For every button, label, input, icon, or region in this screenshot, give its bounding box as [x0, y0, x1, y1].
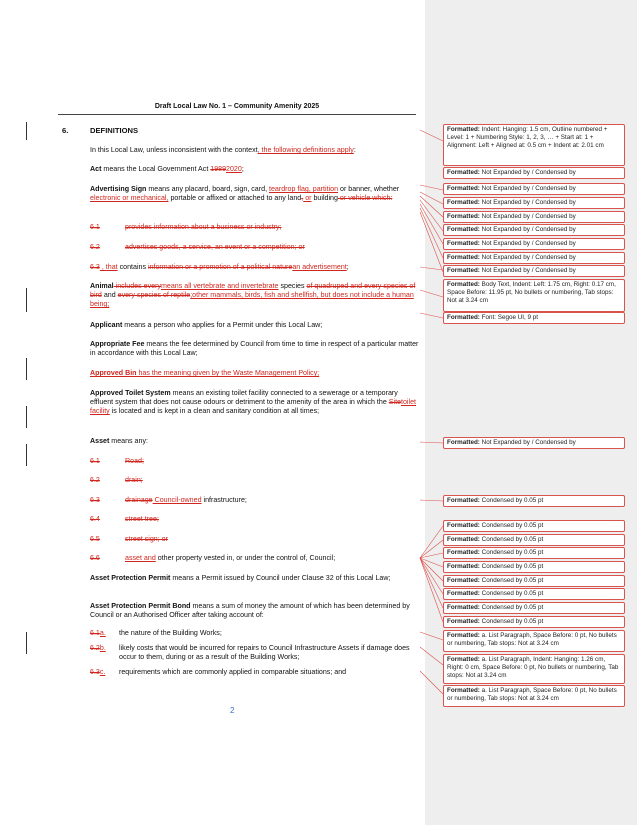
formatting-balloon[interactable]: Formatted: Not Expanded by / Condensed by — [443, 183, 625, 195]
asset-item-text: asset and other property vested in, or under the control of, Council; — [125, 554, 336, 562]
change-bar — [26, 406, 27, 428]
definition-asset-protection-permit-bond: Asset Protection Permit Bond means a sum of money the amount of which has been determined by Council or an Authorised Officer after taking account of: — [90, 602, 410, 620]
section-title: DEFINITIONS — [90, 126, 139, 135]
asset-item-number: 6.3 — [90, 496, 100, 504]
formatting-balloon[interactable]: Formatted: Condensed by 0.05 pt — [443, 547, 625, 559]
section-number: 6. — [62, 126, 69, 135]
formatting-balloon[interactable]: Formatted: a. List Paragraph, Space Before: 0 pt, No bullets or numbering, Tab stops: Not at 3.24 cm — [443, 630, 625, 652]
intro-paragraph: In this Local Law, unless inconsistent with the context, the following definitions apply: — [90, 146, 356, 154]
asset-item-number: 6.1 — [90, 457, 100, 465]
change-bar — [26, 122, 27, 140]
asset-item-number: 6.4 — [90, 515, 100, 523]
formatting-balloon[interactable]: Formatted: Indent: Hanging: 1.5 cm, Outline numbered + Level: 1 + Numbering Style: 1, 2, 3, … + Start at: 1 + Alignment: Left + Aligned at: 0.5 cm + Indent at: 2.01 cm — [443, 124, 625, 166]
definition-asset: Asset means any: — [90, 437, 148, 445]
definition-approved-toilet-system: Approved Toilet System means an existing toilet facility connected to a sewerage or a temporary effluent system that does not cause odours or detriment to the amenity of the area in which the Sitetoilet facility is located and is kept in a clean and sanitary condition at all times; — [90, 389, 416, 416]
formatting-balloon[interactable]: Formatted: Not Expanded by / Condensed by — [443, 238, 625, 250]
definition-asset-protection-permit: Asset Protection Permit means a Permit issued by Council under Clause 32 of this Local Law; — [90, 574, 391, 582]
page-number: 2 — [230, 706, 235, 715]
definition-animal: Animal includes everymeans all vertebrate and invertebrate species of quadruped and every species of bird and every species of reptile;other mammals, birds, fish and shellfish, but does not include a human being; — [90, 282, 416, 309]
change-bar — [26, 632, 27, 654]
ad-item-3: 6.3 , that contains information or a promotion of a political naturean advertisement; — [90, 263, 349, 271]
formatting-balloon[interactable]: Formatted: Body Text, Indent: Left: 1.75 cm, Right: 0.17 cm, Space Before: 11.95 pt, No bullets or numbering, Tab stops: Not at 3.24 cm — [443, 279, 625, 312]
definition-approved-bin: Approved Bin has the meaning given by the Waste Management Policy; — [90, 369, 320, 377]
bond-item-text: likely costs that would be incurred for repairs to Council Infrastructure Assets if damage does occur to them, during or as a result of the Building Works; — [119, 644, 410, 662]
asset-item-text: street sign; or — [125, 535, 168, 543]
formatting-balloon[interactable]: Formatted: Not Expanded by / Condensed by — [443, 224, 625, 236]
asset-item-number: 6.5 — [90, 535, 100, 543]
formatting-balloon[interactable]: Formatted: a. List Paragraph, Space Before: 0 pt, No bullets or numbering, Tab stops: Not at 3.24 cm — [443, 685, 625, 707]
bond-item-text: the nature of the Building Works; — [119, 629, 222, 637]
bond-item-number: 6.1a. — [90, 629, 106, 637]
change-bar — [26, 288, 27, 312]
page-header: Draft Local Law No. 1 – Community Amenity 2025 — [154, 103, 320, 110]
definition-act: Act means the Local Government Act 19892020; — [90, 165, 244, 173]
header-rule — [58, 114, 416, 115]
formatting-balloon[interactable]: Formatted: Font: Segoe UI, 9 pt — [443, 312, 625, 324]
formatting-balloon[interactable]: Formatted: Condensed by 0.05 pt — [443, 495, 625, 507]
asset-item-text: Road; — [125, 457, 144, 465]
asset-item-number: 6.2 — [90, 476, 100, 484]
asset-item-text: street tree; — [125, 515, 159, 523]
change-bar — [26, 358, 27, 380]
formatting-balloon[interactable]: Formatted: Not Expanded by / Condensed by — [443, 167, 625, 179]
ad-item-number: 6.1 — [90, 223, 100, 231]
asset-item-number: 6.6 — [90, 554, 100, 562]
formatting-balloon[interactable]: Formatted: Condensed by 0.05 pt — [443, 534, 625, 546]
asset-item-text: drainage Council-owned infrastructure; — [125, 496, 247, 504]
definition-advertising-sign: Advertising Sign means any placard, board, sign, card, teardrop flag, partition or banner, whether electronic or mechanical, portable or affixed or attached to any land, or building or vehicle which: — [90, 185, 400, 203]
formatting-balloon[interactable]: Formatted: Not Expanded by / Condensed by — [443, 265, 625, 277]
bond-item-number: 6.3c. — [90, 668, 106, 676]
ad-item-text: provides information about a business or industry; — [125, 223, 282, 231]
definition-applicant: Applicant means a person who applies for a Permit under this Local Law; — [90, 321, 323, 329]
formatting-balloon[interactable]: Formatted: Condensed by 0.05 pt — [443, 602, 625, 614]
bond-item-number: 6.2b. — [90, 644, 106, 652]
formatting-balloon[interactable]: Formatted: Not Expanded by / Condensed by — [443, 437, 625, 449]
definition-appropriate-fee: Appropriate Fee means the fee determined by Council from time to time in respect of a particular matter in accordance with this Local Law; — [90, 340, 419, 358]
change-bar — [26, 444, 27, 466]
ad-item-number: 6.2 — [90, 243, 100, 251]
asset-item-text: drain; — [125, 476, 143, 484]
formatting-balloon[interactable]: Formatted: a. List Paragraph, Indent: Hanging: 1.26 cm, Right: 0 cm, Space Before: 0 pt, No bullets or numbering, Tab stops: Not at 3.24 cm — [443, 654, 625, 684]
formatting-balloon[interactable]: Formatted: Condensed by 0.05 pt — [443, 575, 625, 587]
formatting-balloon[interactable]: Formatted: Condensed by 0.05 pt — [443, 588, 625, 600]
formatting-balloon[interactable]: Formatted: Condensed by 0.05 pt — [443, 520, 625, 532]
formatting-balloon[interactable]: Formatted: Condensed by 0.05 pt — [443, 561, 625, 573]
formatting-balloon[interactable]: Formatted: Not Expanded by / Condensed by — [443, 197, 625, 209]
bond-item-text: requirements which are commonly applied in comparable situations; and — [119, 668, 347, 676]
formatting-balloon[interactable]: Formatted: Not Expanded by / Condensed by — [443, 252, 625, 264]
formatting-balloon[interactable]: Formatted: Condensed by 0.05 pt — [443, 616, 625, 628]
formatting-balloon[interactable]: Formatted: Not Expanded by / Condensed by — [443, 211, 625, 223]
ad-item-text: advertises goods, a service, an event or a competition; or — [125, 243, 305, 251]
